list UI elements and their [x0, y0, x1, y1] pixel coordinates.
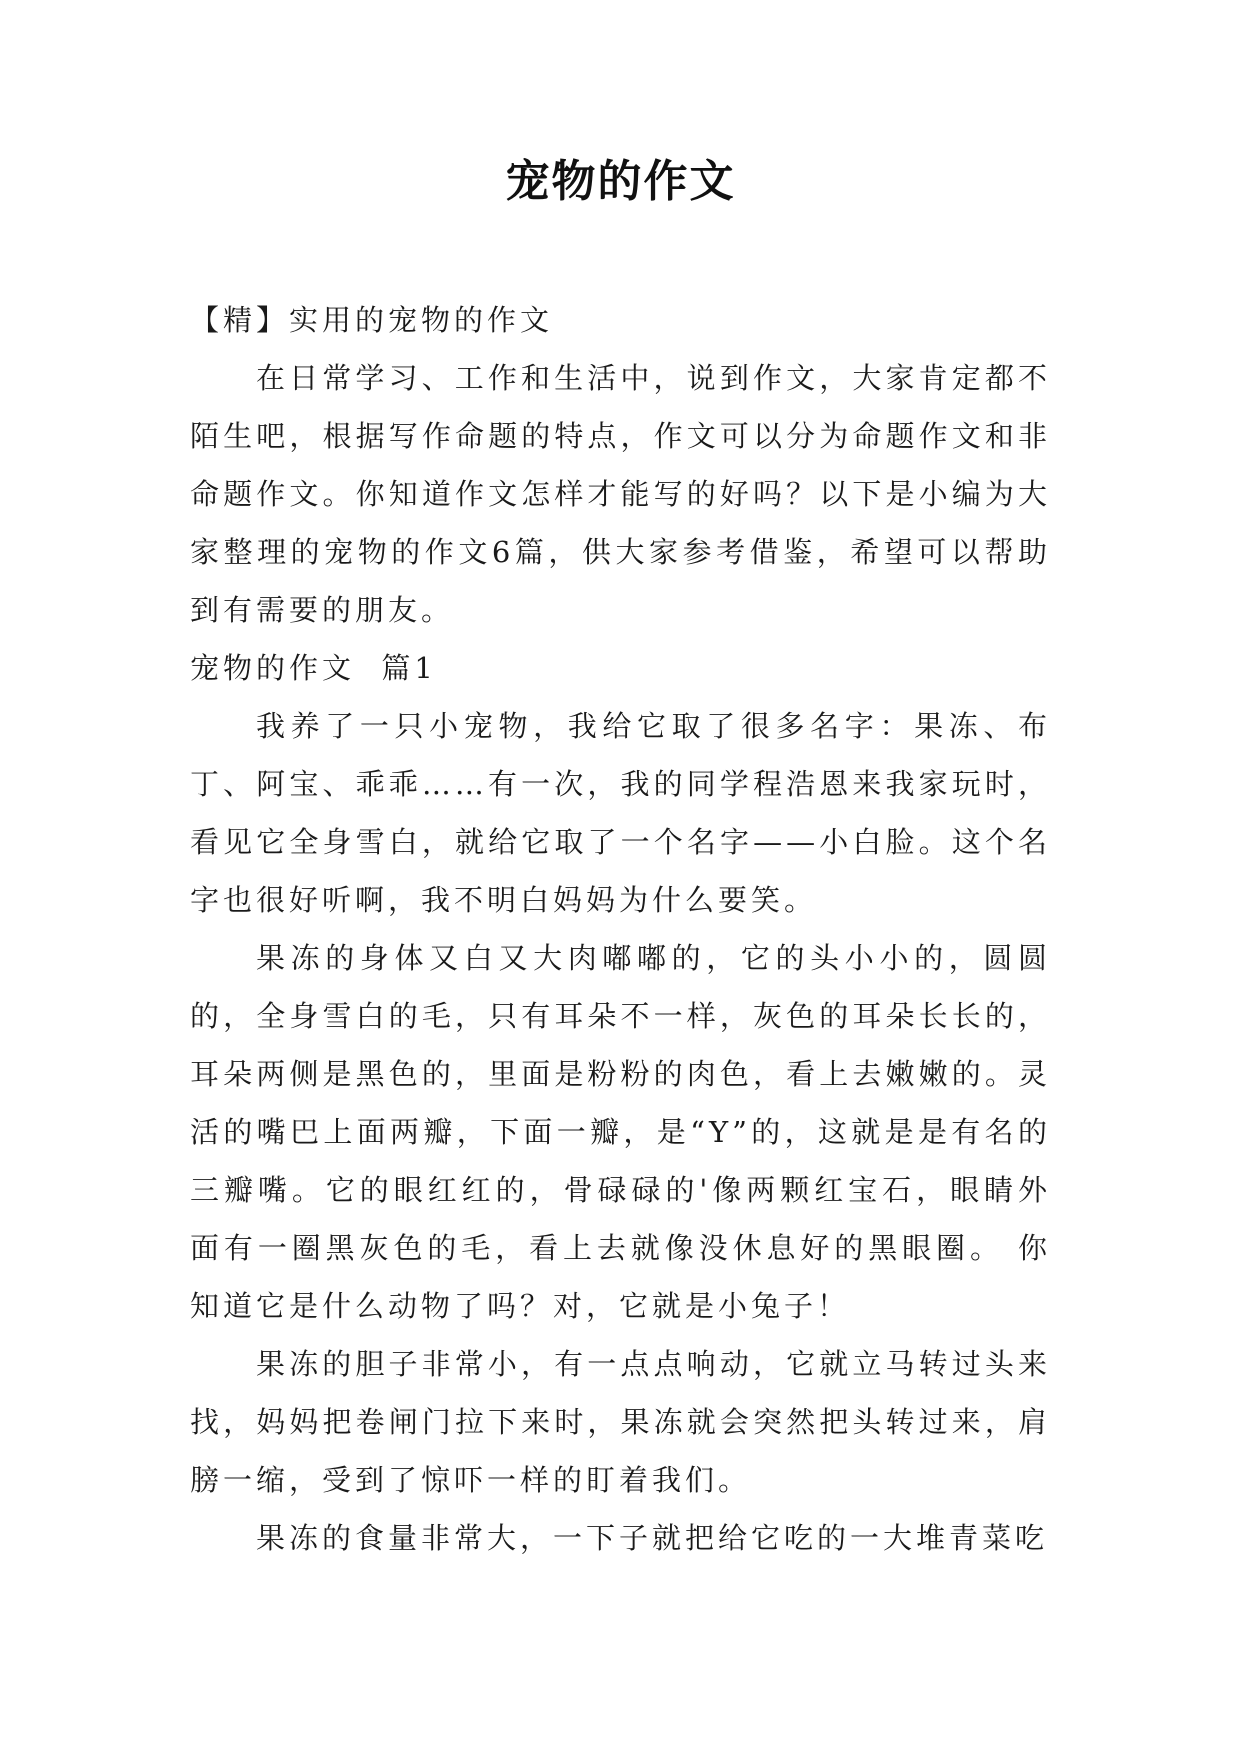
- body-paragraph: 果冻的胆子非常小，有一点点响动，它就立马转过头来找，妈妈把卷闸门拉下来时，果冻就会突然把头转过来，肩膀一缩，受到了惊吓一样的盯着我们。: [190, 1347, 1051, 1497]
- body-paragraph: 果冻的食量非常大，一下子就把给它吃的一大堆青菜吃: [256, 1521, 1049, 1555]
- body-paragraph: 我养了一只小宠物，我给它取了很多名字：果冻、布丁、阿宝、乖乖……有一次，我的同学程浩恩来我家玩时，看见它全身雪白，就给它取了一个名字——小白脸。这个名字也很好听啊，我不明白妈妈为什么要笑。: [190, 709, 1051, 917]
- section-heading: 宠物的作文 篇1: [190, 651, 437, 685]
- document-title: 宠物的作文: [505, 156, 736, 207]
- intro-paragraph: 在日常学习、工作和生活中，说到作文，大家肯定都不陌生吧，根据写作命题的特点，作文可以分为命题作文和非命题作文。你知道作文怎样才能写的好吗？以下是小编为大家整理的宠物的作文6篇，供大家参考借鉴，希望可以帮助到有需要的朋友。: [190, 361, 1051, 627]
- document-body: [190, 291, 1051, 1567]
- body-paragraph: 果冻的身体又白又大肉嘟嘟的，它的头小小的，圆圆的，全身雪白的毛，只有耳朵不一样，灰色的耳朵长长的，耳朵两侧是黑色的，里面是粉粉的肉色，看上去嫩嫩的。灵活的嘴巴上面两瓣，下面一瓣，是“Y”的，这就是是有名的三瓣嘴。它的眼红红的，骨碌碌的'像两颗红宝石，眼睛外面有一圈黑灰色的毛，看上去就像没休息好的黑眼圈。 你知道它是什么动物了吗？对，它就是小兔子！: [190, 941, 1051, 1323]
- document-subtitle: 【精】实用的宠物的作文: [190, 303, 554, 337]
